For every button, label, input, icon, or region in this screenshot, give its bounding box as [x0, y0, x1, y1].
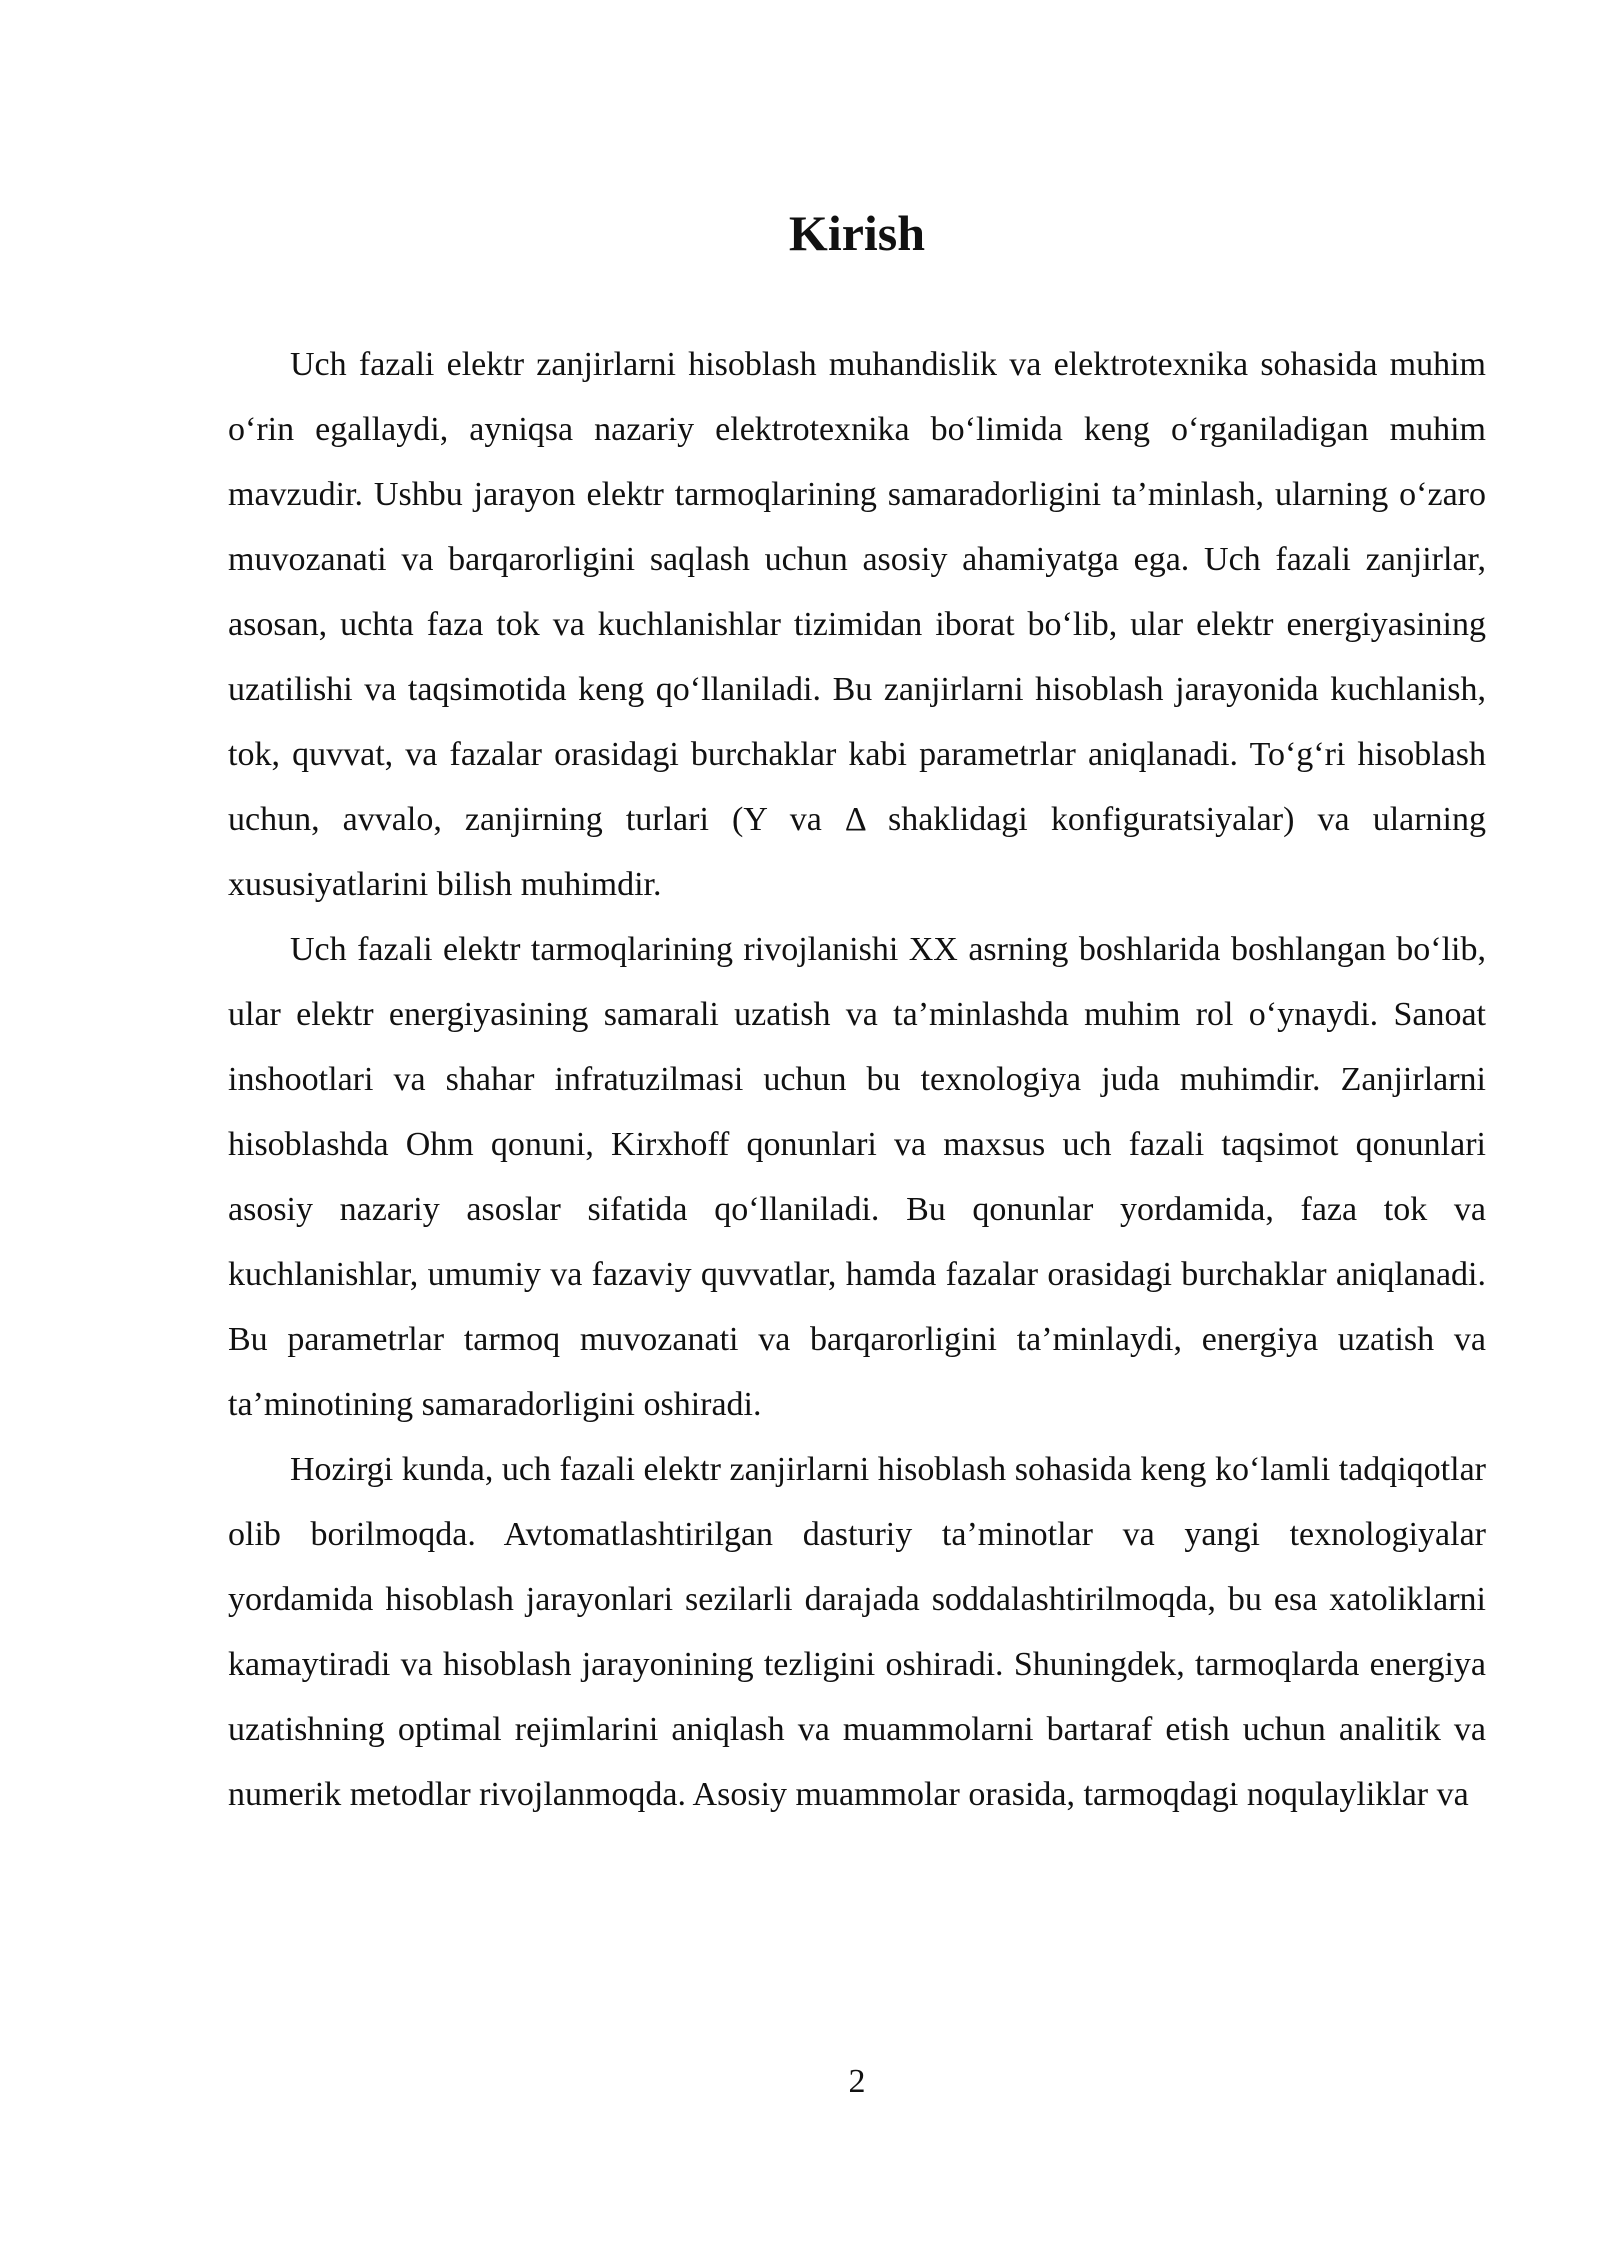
paragraph-3: Hozirgi kunda, uch fazali elektr zanjirlarni hisoblash sohasida keng ko‘lamli tadqiqotlar olib borilmoqda. Avtomatlashtirilgan dasturiy ta’minotlar va yangi texnologiyalar yordamida hisoblash jarayonlari sezilarli darajada soddalashtirilmoqda, bu esa xatoliklarni kamaytiradi va hisoblash jarayonining tezligini oshiradi. Shuningdek, tarmoqlarda energiya uzatishning optimal rejimlarini aniqlash va muammolarni bartaraf etish uchun analitik va numerik metodlar rivojlanmoqda. Asosiy muammolar orasida, tarmoqdagi noqulayliklar va — [228, 1451, 1486, 1813]
page-title: Kirish — [788, 205, 926, 261]
paragraph-2: Uch fazali elektr tarmoqlarining rivojlanishi XX asrning boshlarida boshlangan bo‘lib, ular elektr energiyasining samarali uzatish va ta’minlashda muhim rol o‘ynaydi. Sanoat inshootlari va shahar infratuzilmasi uchun bu texnologiya juda muhimdir. Zanjirlarni hisoblashda Ohm qonuni, Kirxhoff qonunlari va maxsus uch fazali taqsimot qonunlari asosiy nazariy asoslar sifatida qo‘llaniladi. Bu qonunlar yordamida, faza tok va kuchlanishlar, umumiy va fazaviy quvvatlar, hamda fazalar orasidagi burchaklar aniqlanadi. Bu parametrlar tarmoq muvozanati va barqarorligini ta’minlaydi, energiya uzatish va ta’minotining samaradorligini oshiradi. — [228, 931, 1486, 1423]
paragraph-1: Uch fazali elektr zanjirlarni hisoblash muhandislik va elektrotexnika sohasida muhim o‘rin egallaydi, ayniqsa nazariy elektrotexnika bo‘limida keng o‘rganiladigan muhim mavzudir. Ushbu jarayon elektr tarmoqlarining samaradorligini ta’minlash, ularning o‘zaro muvozanati va barqarorligini saqlash uchun asosiy ahamiyatga ega. Uch fazali zanjirlar, asosan, uchta faza tok va kuchlanishlar tizimidan iborat bo‘lib, ular elektr energiyasining uzatilishi va taqsimotida keng qo‘llaniladi. Bu zanjirlarni hisoblash jarayonida kuchlanish, tok, quvvat, va fazalar orasidagi burchaklar kabi parametrlar aniqlanadi. To‘g‘ri hisoblash uchun, avvalo, zanjirning turlari (Y va Δ shaklidagi konfiguratsiyalar) va ularning xususiyatlarini bilish muhimdir. — [228, 346, 1486, 903]
page-number: 2 — [848, 2063, 866, 2100]
body-text — [228, 332, 1486, 1827]
